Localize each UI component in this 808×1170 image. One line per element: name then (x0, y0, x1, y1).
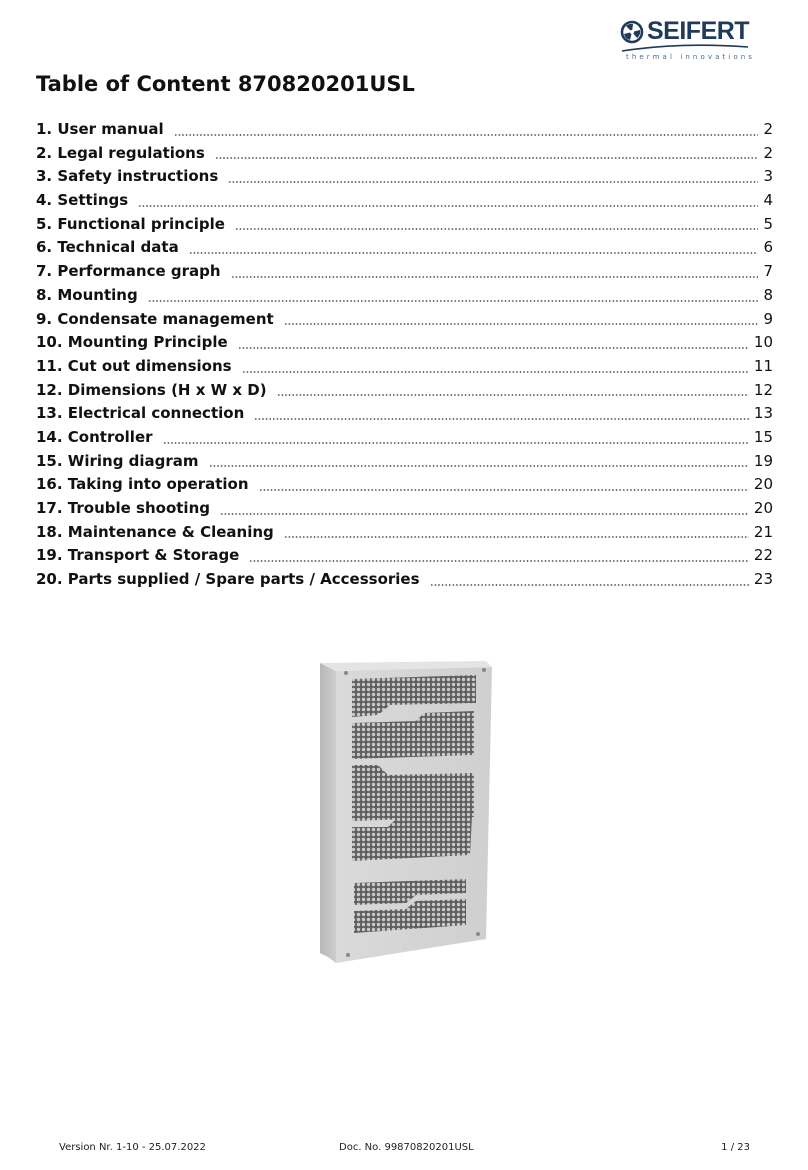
toc-entry-page: 11 (753, 356, 773, 375)
toc-entry-page: 3 (763, 167, 773, 186)
toc-dot-leader (138, 205, 758, 207)
toc-entry-label: 15. Wiring diagram (36, 451, 199, 470)
toc-entry-page: 2 (763, 120, 773, 138)
toc-entry-page: 6 (763, 238, 773, 257)
toc-entry-label: 2. Legal regulations (36, 143, 205, 162)
toc-entry[interactable] (36, 379, 773, 403)
toc-entry-page: 12 (753, 380, 773, 399)
toc-entry-page: 22 (753, 546, 773, 565)
toc-dot-leader (249, 560, 749, 562)
toc-entry-label: 1. User manual (36, 120, 164, 138)
toc-dot-leader (209, 465, 749, 467)
toc-entry-label: 9. Condensate management (36, 309, 274, 328)
toc-dot-leader (238, 347, 749, 349)
toc-entry-label: 4. Settings (36, 191, 129, 210)
toc-entry-page: 20 (753, 475, 773, 494)
toc-entry-label: 8. Mounting (36, 285, 138, 304)
toc-entry-page: 5 (763, 214, 773, 233)
toc-entry-page: 8 (763, 285, 773, 304)
toc-entry-label: 3. Safety instructions (36, 167, 219, 186)
toc-dot-leader (284, 323, 759, 325)
toc-dot-leader (242, 371, 749, 373)
logo-tagline: thermal innovations (626, 53, 756, 61)
toc-entry-label: 16. Taking into operation (36, 475, 249, 494)
toc-entry[interactable] (36, 355, 773, 379)
toc-entry[interactable] (36, 308, 773, 332)
toc-entry-label: 6. Technical data (36, 238, 179, 257)
toc-dot-leader (231, 276, 759, 278)
toc-entry-label: 12. Dimensions (H x W x D) (36, 380, 267, 399)
toc-entry-page: 7 (763, 262, 773, 281)
toc-entry-label: 20. Parts supplied / Spare parts / Accessories (36, 570, 420, 589)
table-of-contents (36, 118, 773, 592)
seifert-logo (620, 16, 756, 66)
toc-entry[interactable] (36, 497, 773, 521)
toc-entry-page: 9 (763, 309, 773, 328)
toc-dot-leader (215, 157, 759, 159)
toc-dot-leader (259, 489, 749, 491)
page-title: Table of Content 870820201USL (36, 72, 415, 96)
toc-dot-leader (163, 442, 749, 444)
toc-entry-page: 15 (753, 427, 773, 446)
toc-entry-label: 7. Performance graph (36, 262, 221, 281)
toc-entry-page: 20 (753, 499, 773, 517)
toc-entry-label: 5. Functional principle (36, 214, 225, 233)
toc-entry-label: 11. Cut out dimensions (36, 356, 232, 375)
toc-entry[interactable] (36, 236, 773, 260)
logo-swoosh (620, 44, 752, 52)
toc-dot-leader (235, 228, 759, 230)
toc-entry[interactable] (36, 544, 773, 568)
toc-entry[interactable] (36, 521, 773, 545)
toc-dot-leader (189, 252, 759, 254)
toc-entry-page: 21 (753, 522, 773, 541)
toc-entry-page: 13 (753, 404, 773, 423)
toc-entry-label: 10. Mounting Principle (36, 333, 228, 352)
logo-brand-name: SEIFERT (647, 17, 750, 45)
toc-entry-label: 13. Electrical connection (36, 404, 245, 423)
footer-doc-number: Doc. No. 99870820201USL (339, 1142, 474, 1153)
toc-entry[interactable] (36, 213, 773, 237)
toc-dot-leader (174, 134, 759, 136)
toc-dot-leader (254, 418, 749, 420)
toc-entry[interactable] (36, 450, 773, 474)
toc-entry-label: 14. Controller (36, 427, 153, 446)
toc-entry[interactable] (36, 189, 773, 213)
toc-entry-page: 23 (753, 570, 773, 589)
toc-entry[interactable] (36, 142, 773, 166)
toc-dot-leader (430, 584, 749, 586)
toc-entry-page: 2 (763, 143, 773, 162)
fan-logo-icon (620, 20, 646, 44)
toc-entry[interactable] (36, 331, 773, 355)
toc-entry[interactable] (36, 165, 773, 189)
toc-entry-label: 18. Maintenance & Cleaning (36, 522, 274, 541)
toc-entry[interactable] (36, 568, 773, 592)
toc-entry-page: 4 (763, 191, 773, 210)
toc-entry-label: 19. Transport & Storage (36, 546, 240, 565)
toc-entry[interactable] (36, 473, 773, 497)
footer-version: Version Nr. 1-10 - 25.07.2022 (59, 1142, 206, 1153)
toc-entry[interactable] (36, 284, 773, 308)
toc-entry[interactable] (36, 426, 773, 450)
toc-dot-leader (284, 536, 749, 538)
toc-entry[interactable] (36, 260, 773, 284)
product-image (316, 657, 496, 965)
toc-dot-leader (148, 300, 759, 302)
toc-entry-label: 17. Trouble shooting (36, 499, 210, 517)
toc-dot-leader (220, 513, 749, 515)
toc-entry[interactable] (36, 402, 773, 426)
toc-entry-page: 19 (753, 451, 773, 470)
footer-page-number: 1 / 23 (721, 1142, 750, 1153)
toc-entry-page: 10 (753, 333, 773, 352)
toc-entry[interactable] (36, 118, 773, 142)
toc-dot-leader (228, 181, 758, 183)
toc-dot-leader (277, 394, 749, 396)
